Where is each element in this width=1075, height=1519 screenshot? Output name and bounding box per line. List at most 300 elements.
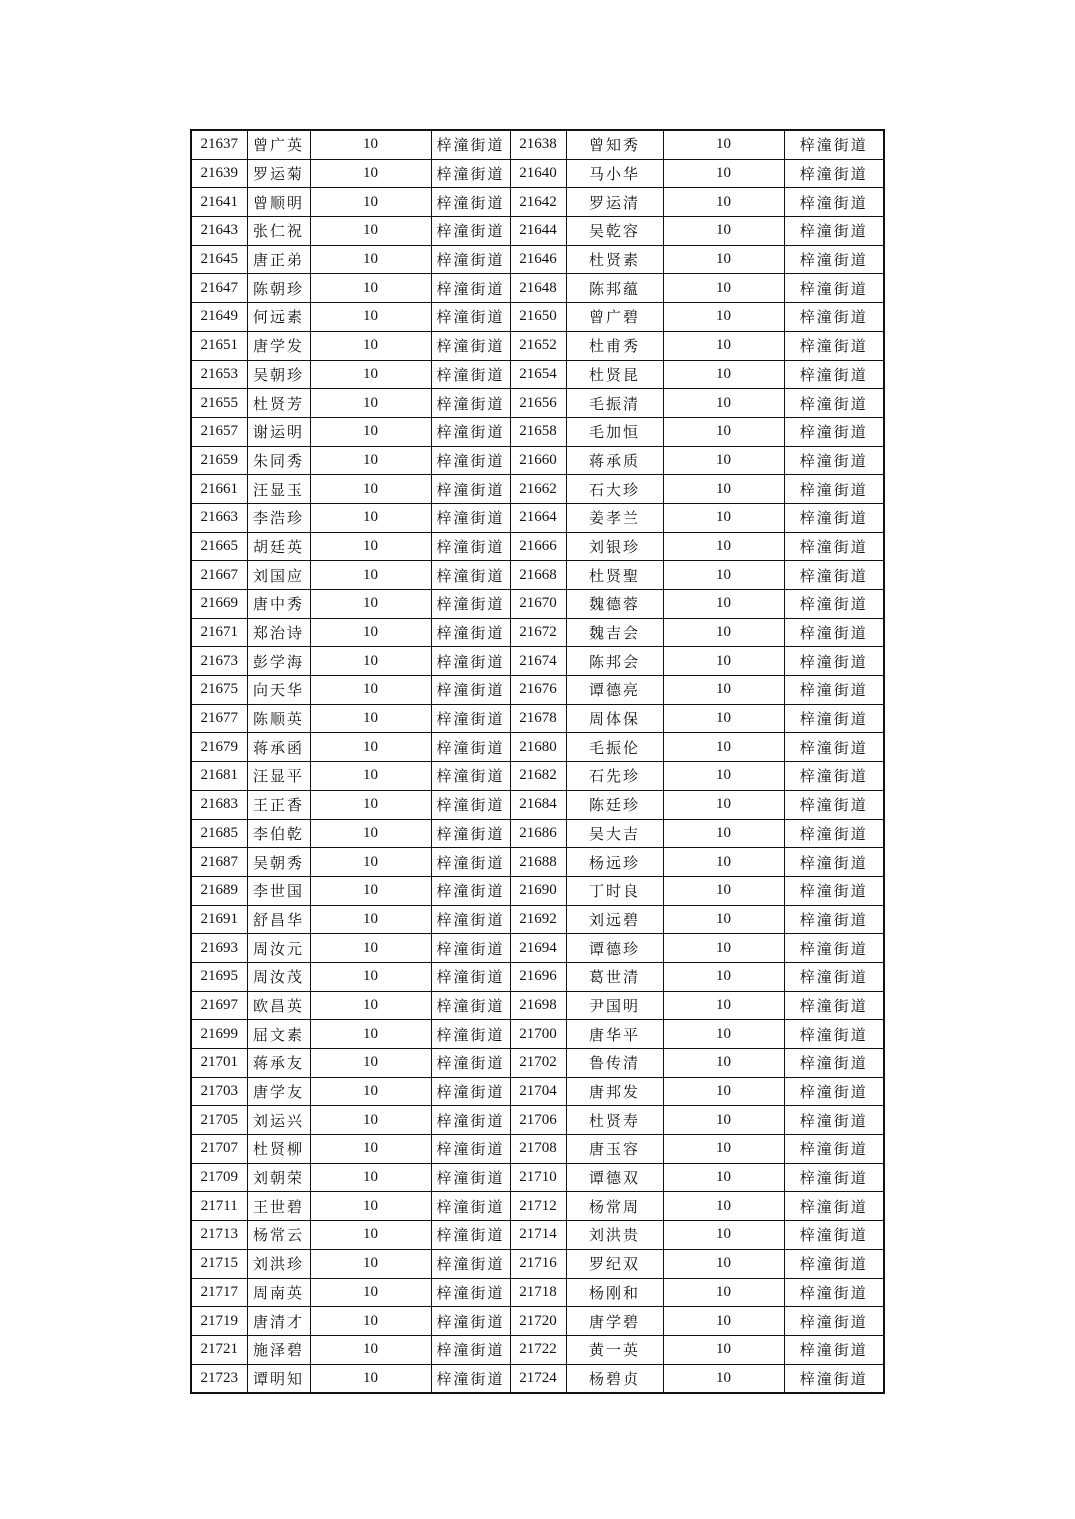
street-name-cell: 梓潼街道: [431, 331, 510, 360]
person-name-cell: 陈邦蕴: [566, 274, 663, 303]
record-id-cell: 21690: [510, 876, 566, 905]
amount-cell: 10: [663, 503, 784, 532]
record-id-cell: 21653: [191, 360, 247, 389]
person-name-cell: 杨常云: [247, 1221, 310, 1250]
table-row: [191, 962, 884, 991]
amount-cell: 10: [310, 1106, 431, 1135]
amount-cell: 10: [663, 217, 784, 246]
person-name-cell: 刘远碧: [566, 905, 663, 934]
record-id-cell: 21645: [191, 245, 247, 274]
amount-cell: 10: [310, 733, 431, 762]
street-name-cell: 梓潼街道: [784, 762, 884, 791]
record-id-cell: 21662: [510, 475, 566, 504]
street-name-cell: 梓潼街道: [784, 1049, 884, 1078]
amount-cell: 10: [310, 790, 431, 819]
record-id-cell: 21694: [510, 934, 566, 963]
person-name-cell: 刘洪珍: [247, 1249, 310, 1278]
person-name-cell: 杜贤柳: [247, 1135, 310, 1164]
person-name-cell: 周汝茂: [247, 962, 310, 991]
amount-cell: 10: [310, 417, 431, 446]
record-id-cell: 21715: [191, 1249, 247, 1278]
table-row: [191, 274, 884, 303]
amount-cell: 10: [663, 1163, 784, 1192]
record-id-cell: 21638: [510, 130, 566, 159]
amount-cell: 10: [663, 1364, 784, 1393]
record-id-cell: 21680: [510, 733, 566, 762]
amount-cell: 10: [310, 991, 431, 1020]
street-name-cell: 梓潼街道: [431, 1335, 510, 1364]
street-name-cell: 梓潼街道: [784, 1077, 884, 1106]
street-name-cell: 梓潼街道: [784, 1106, 884, 1135]
record-id-cell: 21697: [191, 991, 247, 1020]
street-name-cell: 梓潼街道: [784, 618, 884, 647]
record-id-cell: 21658: [510, 417, 566, 446]
person-name-cell: 刘洪贵: [566, 1221, 663, 1250]
street-name-cell: 梓潼街道: [431, 704, 510, 733]
street-name-cell: 梓潼街道: [431, 446, 510, 475]
street-name-cell: 梓潼街道: [784, 991, 884, 1020]
amount-cell: 10: [310, 676, 431, 705]
street-name-cell: 梓潼街道: [784, 1020, 884, 1049]
street-name-cell: 梓潼街道: [431, 733, 510, 762]
street-name-cell: 梓潼街道: [431, 934, 510, 963]
person-name-cell: 刘朝荣: [247, 1163, 310, 1192]
person-name-cell: 刘银珍: [566, 532, 663, 561]
amount-cell: 10: [310, 1049, 431, 1078]
amount-cell: 10: [663, 245, 784, 274]
record-id-cell: 21691: [191, 905, 247, 934]
person-name-cell: 唐学发: [247, 331, 310, 360]
table-row: [191, 130, 884, 159]
person-name-cell: 唐中秀: [247, 590, 310, 619]
amount-cell: 10: [310, 848, 431, 877]
person-name-cell: 吴朝秀: [247, 848, 310, 877]
street-name-cell: 梓潼街道: [431, 790, 510, 819]
amount-cell: 10: [310, 1307, 431, 1336]
table-row: [191, 331, 884, 360]
amount-cell: 10: [663, 934, 784, 963]
record-id-cell: 21688: [510, 848, 566, 877]
person-name-cell: 罗运清: [566, 188, 663, 217]
table-row: [191, 1221, 884, 1250]
person-name-cell: 施泽碧: [247, 1335, 310, 1364]
record-id-cell: 21682: [510, 762, 566, 791]
table-row: [191, 1307, 884, 1336]
amount-cell: 10: [663, 475, 784, 504]
amount-cell: 10: [310, 1163, 431, 1192]
table-row: [191, 762, 884, 791]
amount-cell: 10: [663, 819, 784, 848]
person-name-cell: 唐学友: [247, 1077, 310, 1106]
amount-cell: 10: [663, 360, 784, 389]
person-name-cell: 毛振清: [566, 389, 663, 418]
amount-cell: 10: [663, 1249, 784, 1278]
street-name-cell: 梓潼街道: [431, 1307, 510, 1336]
roster-table: [190, 129, 885, 1394]
amount-cell: 10: [663, 905, 784, 934]
amount-cell: 10: [663, 1335, 784, 1364]
record-id-cell: 21652: [510, 331, 566, 360]
street-name-cell: 梓潼街道: [431, 1163, 510, 1192]
record-id-cell: 21668: [510, 561, 566, 590]
table-row: [191, 1077, 884, 1106]
amount-cell: 10: [310, 1135, 431, 1164]
record-id-cell: 21704: [510, 1077, 566, 1106]
person-name-cell: 谢运明: [247, 417, 310, 446]
table-row: [191, 676, 884, 705]
person-name-cell: 黄一英: [566, 1335, 663, 1364]
amount-cell: 10: [663, 303, 784, 332]
amount-cell: 10: [663, 676, 784, 705]
street-name-cell: 梓潼街道: [784, 1278, 884, 1307]
amount-cell: 10: [310, 532, 431, 561]
table-row: [191, 876, 884, 905]
street-name-cell: 梓潼街道: [431, 1020, 510, 1049]
table-row: [191, 1192, 884, 1221]
record-id-cell: 21712: [510, 1192, 566, 1221]
street-name-cell: 梓潼街道: [431, 876, 510, 905]
amount-cell: 10: [310, 130, 431, 159]
amount-cell: 10: [310, 762, 431, 791]
street-name-cell: 梓潼街道: [431, 159, 510, 188]
street-name-cell: 梓潼街道: [784, 876, 884, 905]
record-id-cell: 21717: [191, 1278, 247, 1307]
record-id-cell: 21702: [510, 1049, 566, 1078]
table-row: [191, 1364, 884, 1393]
table-row: [191, 159, 884, 188]
person-name-cell: 魏德蓉: [566, 590, 663, 619]
street-name-cell: 梓潼街道: [784, 590, 884, 619]
amount-cell: 10: [663, 274, 784, 303]
record-id-cell: 21707: [191, 1135, 247, 1164]
record-id-cell: 21670: [510, 590, 566, 619]
table-row: [191, 475, 884, 504]
street-name-cell: 梓潼街道: [431, 475, 510, 504]
table-row: [191, 503, 884, 532]
record-id-cell: 21669: [191, 590, 247, 619]
person-name-cell: 舒昌华: [247, 905, 310, 934]
person-name-cell: 王世碧: [247, 1192, 310, 1221]
person-name-cell: 陈邦会: [566, 647, 663, 676]
street-name-cell: 梓潼街道: [431, 303, 510, 332]
person-name-cell: 欧昌英: [247, 991, 310, 1020]
table-row: [191, 188, 884, 217]
record-id-cell: 21671: [191, 618, 247, 647]
person-name-cell: 谭德珍: [566, 934, 663, 963]
amount-cell: 10: [310, 1278, 431, 1307]
person-name-cell: 蒋承质: [566, 446, 663, 475]
street-name-cell: 梓潼街道: [431, 676, 510, 705]
street-name-cell: 梓潼街道: [784, 417, 884, 446]
street-name-cell: 梓潼街道: [784, 1135, 884, 1164]
record-id-cell: 21714: [510, 1221, 566, 1250]
amount-cell: 10: [310, 503, 431, 532]
record-id-cell: 21720: [510, 1307, 566, 1336]
amount-cell: 10: [663, 1106, 784, 1135]
street-name-cell: 梓潼街道: [431, 1221, 510, 1250]
record-id-cell: 21722: [510, 1335, 566, 1364]
amount-cell: 10: [310, 905, 431, 934]
street-name-cell: 梓潼街道: [784, 962, 884, 991]
person-name-cell: 葛世清: [566, 962, 663, 991]
street-name-cell: 梓潼街道: [784, 532, 884, 561]
street-name-cell: 梓潼街道: [784, 733, 884, 762]
person-name-cell: 汪显平: [247, 762, 310, 791]
amount-cell: 10: [310, 590, 431, 619]
amount-cell: 10: [663, 962, 784, 991]
person-name-cell: 周体保: [566, 704, 663, 733]
street-name-cell: 梓潼街道: [784, 647, 884, 676]
amount-cell: 10: [663, 991, 784, 1020]
table-row: [191, 360, 884, 389]
amount-cell: 10: [310, 188, 431, 217]
record-id-cell: 21716: [510, 1249, 566, 1278]
person-name-cell: 唐清才: [247, 1307, 310, 1336]
person-name-cell: 吴朝珍: [247, 360, 310, 389]
street-name-cell: 梓潼街道: [431, 1364, 510, 1393]
record-id-cell: 21657: [191, 417, 247, 446]
person-name-cell: 唐邦发: [566, 1077, 663, 1106]
record-id-cell: 21678: [510, 704, 566, 733]
street-name-cell: 梓潼街道: [784, 790, 884, 819]
person-name-cell: 鲁传清: [566, 1049, 663, 1078]
amount-cell: 10: [310, 1249, 431, 1278]
street-name-cell: 梓潼街道: [431, 848, 510, 877]
table-row: [191, 934, 884, 963]
street-name-cell: 梓潼街道: [431, 1192, 510, 1221]
person-name-cell: 谭德双: [566, 1163, 663, 1192]
person-name-cell: 刘国应: [247, 561, 310, 590]
street-name-cell: 梓潼街道: [784, 130, 884, 159]
person-name-cell: 曾广碧: [566, 303, 663, 332]
record-id-cell: 21677: [191, 704, 247, 733]
amount-cell: 10: [663, 1221, 784, 1250]
person-name-cell: 陈朝珍: [247, 274, 310, 303]
person-name-cell: 毛加恒: [566, 417, 663, 446]
amount-cell: 10: [663, 1020, 784, 1049]
street-name-cell: 梓潼街道: [431, 561, 510, 590]
amount-cell: 10: [310, 217, 431, 246]
amount-cell: 10: [663, 1192, 784, 1221]
street-name-cell: 梓潼街道: [431, 245, 510, 274]
street-name-cell: 梓潼街道: [784, 159, 884, 188]
person-name-cell: 杜甫秀: [566, 331, 663, 360]
person-name-cell: 杜贤素: [566, 245, 663, 274]
record-id-cell: 21687: [191, 848, 247, 877]
record-id-cell: 21667: [191, 561, 247, 590]
street-name-cell: 梓潼街道: [784, 1307, 884, 1336]
person-name-cell: 唐华平: [566, 1020, 663, 1049]
amount-cell: 10: [310, 1077, 431, 1106]
amount-cell: 10: [663, 1278, 784, 1307]
person-name-cell: 刘运兴: [247, 1106, 310, 1135]
person-name-cell: 杨常周: [566, 1192, 663, 1221]
record-id-cell: 21686: [510, 819, 566, 848]
person-name-cell: 毛振伦: [566, 733, 663, 762]
table-row: [191, 532, 884, 561]
record-id-cell: 21703: [191, 1077, 247, 1106]
record-id-cell: 21706: [510, 1106, 566, 1135]
street-name-cell: 梓潼街道: [784, 1249, 884, 1278]
person-name-cell: 吴乾容: [566, 217, 663, 246]
record-id-cell: 21674: [510, 647, 566, 676]
record-id-cell: 21665: [191, 532, 247, 561]
table-row: [191, 389, 884, 418]
street-name-cell: 梓潼街道: [431, 962, 510, 991]
street-name-cell: 梓潼街道: [784, 819, 884, 848]
amount-cell: 10: [310, 1020, 431, 1049]
person-name-cell: 杜贤聖: [566, 561, 663, 590]
person-name-cell: 石先珍: [566, 762, 663, 791]
table-row: [191, 704, 884, 733]
record-id-cell: 21689: [191, 876, 247, 905]
person-name-cell: 何远素: [247, 303, 310, 332]
record-id-cell: 21646: [510, 245, 566, 274]
record-id-cell: 21655: [191, 389, 247, 418]
street-name-cell: 梓潼街道: [784, 561, 884, 590]
table-row: [191, 1049, 884, 1078]
amount-cell: 10: [663, 389, 784, 418]
amount-cell: 10: [663, 790, 784, 819]
table-row: [191, 1249, 884, 1278]
amount-cell: 10: [310, 819, 431, 848]
record-id-cell: 21681: [191, 762, 247, 791]
street-name-cell: 梓潼街道: [431, 532, 510, 561]
amount-cell: 10: [663, 1135, 784, 1164]
record-id-cell: 21711: [191, 1192, 247, 1221]
record-id-cell: 21650: [510, 303, 566, 332]
record-id-cell: 21663: [191, 503, 247, 532]
record-id-cell: 21666: [510, 532, 566, 561]
street-name-cell: 梓潼街道: [431, 389, 510, 418]
street-name-cell: 梓潼街道: [784, 1335, 884, 1364]
amount-cell: 10: [663, 446, 784, 475]
record-id-cell: 21675: [191, 676, 247, 705]
record-id-cell: 21637: [191, 130, 247, 159]
person-name-cell: 唐学碧: [566, 1307, 663, 1336]
amount-cell: 10: [663, 876, 784, 905]
person-name-cell: 谭德亮: [566, 676, 663, 705]
record-id-cell: 21724: [510, 1364, 566, 1393]
table-row: [191, 217, 884, 246]
record-id-cell: 21641: [191, 188, 247, 217]
street-name-cell: 梓潼街道: [784, 704, 884, 733]
amount-cell: 10: [663, 733, 784, 762]
amount-cell: 10: [310, 360, 431, 389]
record-id-cell: 21696: [510, 962, 566, 991]
table-row: [191, 1163, 884, 1192]
person-name-cell: 周南英: [247, 1278, 310, 1307]
person-name-cell: 向天华: [247, 676, 310, 705]
amount-cell: 10: [310, 389, 431, 418]
person-name-cell: 王正香: [247, 790, 310, 819]
record-id-cell: 21679: [191, 733, 247, 762]
person-name-cell: 丁时良: [566, 876, 663, 905]
amount-cell: 10: [663, 848, 784, 877]
amount-cell: 10: [663, 618, 784, 647]
street-name-cell: 梓潼街道: [431, 1278, 510, 1307]
record-id-cell: 21698: [510, 991, 566, 1020]
person-name-cell: 汪显玉: [247, 475, 310, 504]
person-name-cell: 魏吉会: [566, 618, 663, 647]
record-id-cell: 21692: [510, 905, 566, 934]
record-id-cell: 21705: [191, 1106, 247, 1135]
amount-cell: 10: [310, 159, 431, 188]
street-name-cell: 梓潼街道: [784, 245, 884, 274]
person-name-cell: 杜贤芳: [247, 389, 310, 418]
record-id-cell: 21664: [510, 503, 566, 532]
table-row: [191, 417, 884, 446]
street-name-cell: 梓潼街道: [431, 819, 510, 848]
person-name-cell: 周汝元: [247, 934, 310, 963]
person-name-cell: 陈廷珍: [566, 790, 663, 819]
street-name-cell: 梓潼街道: [431, 1249, 510, 1278]
amount-cell: 10: [310, 1221, 431, 1250]
street-name-cell: 梓潼街道: [784, 676, 884, 705]
amount-cell: 10: [663, 561, 784, 590]
person-name-cell: 杨碧贞: [566, 1364, 663, 1393]
record-id-cell: 21648: [510, 274, 566, 303]
person-name-cell: 蒋承友: [247, 1049, 310, 1078]
record-id-cell: 21642: [510, 188, 566, 217]
record-id-cell: 21713: [191, 1221, 247, 1250]
street-name-cell: 梓潼街道: [784, 331, 884, 360]
person-name-cell: 朱同秀: [247, 446, 310, 475]
record-id-cell: 21647: [191, 274, 247, 303]
street-name-cell: 梓潼街道: [784, 905, 884, 934]
street-name-cell: 梓潼街道: [431, 905, 510, 934]
person-name-cell: 屈文素: [247, 1020, 310, 1049]
person-name-cell: 唐玉容: [566, 1135, 663, 1164]
record-id-cell: 21640: [510, 159, 566, 188]
record-id-cell: 21654: [510, 360, 566, 389]
record-id-cell: 21700: [510, 1020, 566, 1049]
street-name-cell: 梓潼街道: [431, 360, 510, 389]
amount-cell: 10: [663, 1049, 784, 1078]
amount-cell: 10: [310, 934, 431, 963]
record-id-cell: 21719: [191, 1307, 247, 1336]
table-row: [191, 991, 884, 1020]
table-row: [191, 303, 884, 332]
street-name-cell: 梓潼街道: [431, 1049, 510, 1078]
street-name-cell: 梓潼街道: [431, 188, 510, 217]
street-name-cell: 梓潼街道: [784, 1192, 884, 1221]
street-name-cell: 梓潼街道: [431, 274, 510, 303]
amount-cell: 10: [663, 159, 784, 188]
table-row: [191, 1335, 884, 1364]
person-name-cell: 罗纪双: [566, 1249, 663, 1278]
person-name-cell: 蒋承函: [247, 733, 310, 762]
amount-cell: 10: [663, 532, 784, 561]
record-id-cell: 21672: [510, 618, 566, 647]
table-row: [191, 1135, 884, 1164]
table-row: [191, 446, 884, 475]
street-name-cell: 梓潼街道: [431, 417, 510, 446]
street-name-cell: 梓潼街道: [431, 217, 510, 246]
table-row: [191, 733, 884, 762]
table-row: [191, 848, 884, 877]
person-name-cell: 罗运菊: [247, 159, 310, 188]
record-id-cell: 21695: [191, 962, 247, 991]
table-row: [191, 245, 884, 274]
record-id-cell: 21708: [510, 1135, 566, 1164]
record-id-cell: 21661: [191, 475, 247, 504]
amount-cell: 10: [310, 962, 431, 991]
person-name-cell: 李浩珍: [247, 503, 310, 532]
table-row: [191, 647, 884, 676]
table-row: [191, 790, 884, 819]
record-id-cell: 21683: [191, 790, 247, 819]
